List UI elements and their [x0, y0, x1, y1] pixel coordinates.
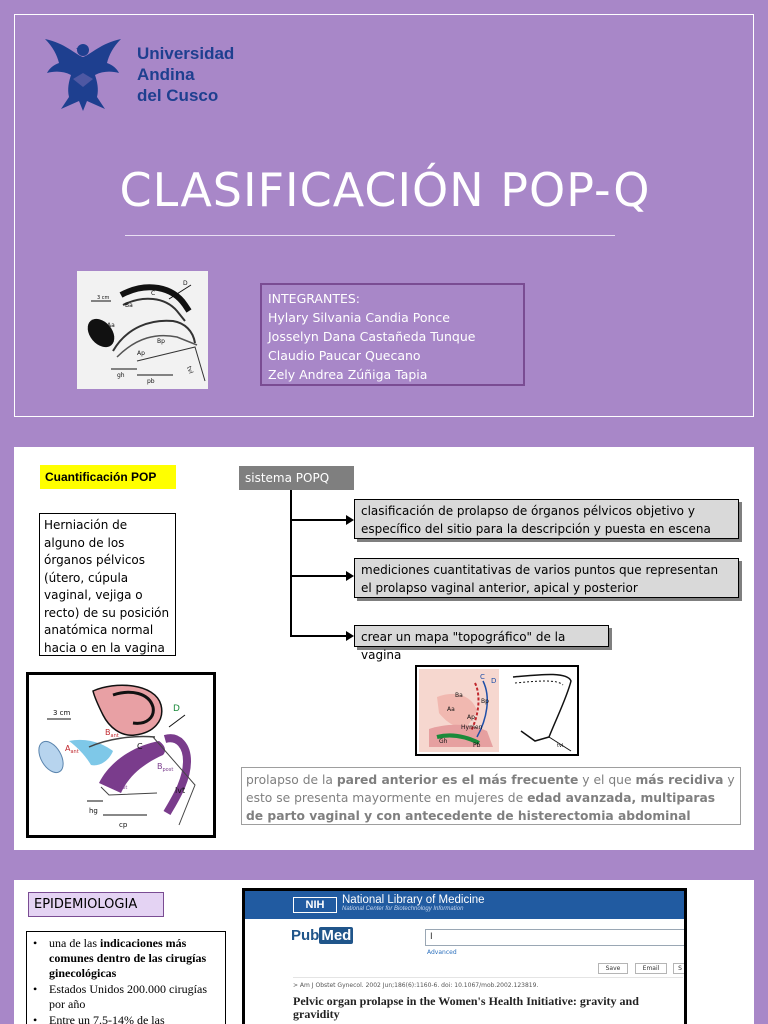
big-label-d: D	[173, 704, 180, 714]
note-text: prolapso de la	[246, 773, 337, 787]
member-name: Claudio Paucar Quecano	[268, 348, 421, 363]
label-c: C	[151, 290, 156, 297]
member-name: Hylary Silvania Candia Ponce	[268, 310, 450, 325]
hernia-definition: Herniación de alguno de los órganos pélvicos (útero, cúpula vaginal, vejiga o recto) de su posición anatómica normal hacia o en la vagina	[39, 513, 176, 656]
label-d: D	[183, 280, 188, 287]
popq-item: clasificación de prolapso de órganos pélvicos objetivo y específico del sitio para la descripción y puesta en escena	[354, 499, 739, 539]
bullet-bold: indicaciones más comunes dentro de las cirugías ginecológicas	[49, 936, 207, 980]
university-line-3: del Cusco	[137, 86, 219, 105]
university-line-2: Andina	[137, 65, 195, 84]
big-label-3cm: 3 cm	[53, 709, 71, 717]
arrow-icon	[346, 515, 354, 525]
members-box	[260, 283, 525, 386]
epidemiology-slide	[14, 880, 754, 1024]
pubmed-logo-pub: Pub	[291, 927, 320, 944]
popq-diagram-small	[77, 271, 208, 389]
small-label-ap: Ap	[467, 714, 475, 721]
big-label-c: C	[137, 742, 143, 751]
popq-anatomy-diagram	[26, 672, 216, 838]
bullet-text: Entre un 7.5-14% de las	[49, 1013, 165, 1024]
email-button[interactable]: Email	[635, 963, 667, 974]
university-name	[137, 43, 234, 106]
small-label-gh: Gh	[439, 738, 448, 745]
label-aa: Aa	[107, 322, 115, 329]
small-label-hymen: Hymen	[461, 724, 483, 731]
popq-system-header: sistema POPQ	[239, 466, 354, 490]
pubmed-screenshot	[242, 888, 687, 1024]
small-label-ba: Ba	[455, 692, 463, 699]
condor-logo-icon	[43, 37, 123, 111]
arrow-icon	[346, 571, 354, 581]
page-title: CLASIFICACIÓN POP-Q	[119, 163, 651, 217]
arrow-icon	[346, 631, 354, 641]
prolapse-note	[241, 767, 741, 825]
popq-slide	[14, 447, 754, 850]
epidemiology-label: EPIDEMIOLOGIA	[28, 892, 164, 917]
connector-line	[290, 490, 292, 637]
small-label-bp: Bp	[481, 698, 489, 705]
big-label-hg: hg	[89, 807, 98, 815]
label-pb: pb	[147, 378, 155, 385]
big-label-ap-sub: post	[116, 785, 128, 791]
connector-line	[290, 635, 346, 637]
big-label-cp: cp	[119, 821, 128, 829]
big-label-bp: B	[157, 762, 163, 771]
bullet-text: Estados Unidos 200.000 cirugías por año	[49, 982, 207, 1011]
big-label-bpost	[157, 762, 173, 773]
popq-item: crear un mapa "topográfico" de la vagina	[354, 625, 609, 647]
connector-line	[290, 519, 346, 521]
nih-logo: NIH	[293, 897, 337, 913]
small-label-tvl: tvl	[557, 743, 564, 749]
label-ba: Ba	[125, 302, 133, 309]
small-label-d: D	[491, 677, 497, 685]
big-label-ap: A	[111, 780, 117, 789]
pubmed-logo-med: Med	[321, 927, 352, 944]
university-line-1: Universidad	[137, 44, 235, 63]
note-bold: más recidiva	[635, 773, 724, 787]
nlm-header-bar	[245, 891, 684, 919]
nlm-title: National Library of Medicine	[342, 894, 485, 906]
big-label-a-sub: ant	[70, 749, 79, 755]
nlm-subtitle: National Center for Biotechnology Information	[342, 906, 464, 912]
popq-points-diagram	[415, 665, 579, 756]
popq-item: mediciones cuantitativas de varios puntos que representan el prolapso vaginal anterior, apical y posterior	[354, 558, 739, 598]
share-button[interactable]: S	[673, 963, 687, 974]
label-ap: Ap	[137, 350, 145, 357]
save-button[interactable]: Save	[598, 963, 628, 974]
big-label-bp-sub: post	[162, 767, 174, 773]
label-gh: gh	[117, 372, 125, 379]
search-input[interactable]: I	[425, 929, 687, 946]
connector-line	[290, 575, 346, 577]
members-label: INTEGRANTES:	[268, 291, 361, 306]
label-3cm: 3 cm	[97, 295, 110, 301]
note-bold: pared anterior es el más frecuente	[336, 773, 579, 787]
bullet-item	[49, 982, 221, 1012]
label-tvl: tvl	[185, 365, 195, 375]
advanced-search-link[interactable]: Advanced	[427, 949, 457, 956]
member-name: Zely Andrea Zúñiga Tapia	[268, 367, 428, 382]
bullet-item	[49, 936, 221, 981]
title-divider	[125, 235, 615, 236]
divider	[293, 977, 683, 978]
member-name: Josselyn Dana Castañeda Tunque	[268, 329, 476, 344]
pop-quantification-label: Cuantificación POP	[40, 465, 176, 489]
big-label-a: A	[65, 744, 71, 753]
note-bold: edad avanzada, multiparas de parto vaginal y con antecedente de histerectomia abdominal	[246, 791, 716, 823]
citation-text[interactable]: > Am J Obstet Gynecol. 2002 Jun;186(6):1160-6. doi: 10.1067/mob.2002.123819.	[293, 982, 539, 989]
epidemiology-box	[26, 931, 226, 1024]
bullet-item	[49, 1013, 221, 1024]
bullet-text: una de las	[49, 936, 100, 950]
label-bp: Bp	[157, 338, 165, 345]
small-label-c: C	[480, 673, 485, 681]
small-label-aa: Aa	[447, 706, 455, 713]
pubmed-logo[interactable]	[291, 927, 353, 944]
article-title: Pelvic organ prolapse in the Women's Health Initiative: gravity and gravidity	[293, 994, 639, 1021]
title-slide	[14, 14, 754, 417]
big-label-lvt: lvt	[175, 786, 186, 795]
big-label-b-sub: ant	[110, 733, 119, 739]
note-text: y el que	[578, 773, 636, 787]
big-label-b: B	[105, 728, 111, 737]
small-label-pb: Pb	[473, 742, 481, 749]
note-text: y esto se presenta mayormente en mujeres de	[246, 773, 735, 805]
